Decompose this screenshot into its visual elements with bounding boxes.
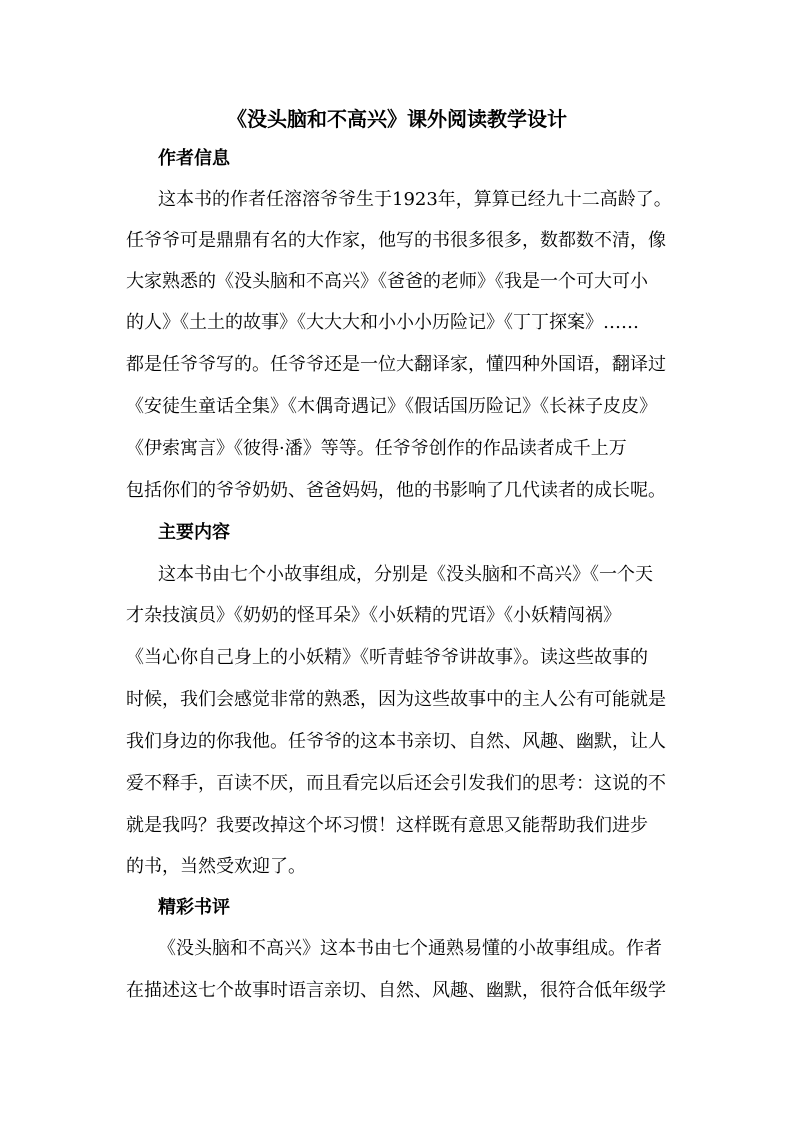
section-heading-main-content: 主要内容 bbox=[158, 522, 230, 543]
paragraph-line: 才杂技演员》《奶奶的怪耳朵》《小妖精的咒语》《小妖精闯祸》 bbox=[126, 605, 621, 626]
paragraph-line: 包括你们的爷爷奶奶、爸爸妈妈，他的书影响了几代读者的成长呢。 bbox=[126, 480, 666, 501]
paragraph-line: 《安徒生童话全集》《木偶奇遇记》《假话国历险记》《长袜子皮皮》 bbox=[126, 396, 657, 417]
paragraph-line: 这本书由七个小故事组成，分别是《没头脑和不高兴》《一个天 bbox=[158, 564, 653, 585]
section-heading-author-info: 作者信息 bbox=[158, 148, 230, 169]
paragraph-line: 的人》《土土的故事》《大大大和小小小历险记》《丁丁探案》…… bbox=[126, 312, 639, 333]
paragraph-line: 《当心你自己身上的小妖精》《听青蛙爷爷讲故事》。读这些故事的 bbox=[126, 647, 648, 668]
paragraph-line: 时候，我们会感觉非常的熟悉，因为这些故事中的主人公有可能就是 bbox=[126, 689, 666, 710]
paragraph-line: 就是我吗？我要改掉这个坏习惯！这样既有意思又能帮助我们进步 bbox=[126, 815, 648, 836]
paragraph-line: 在描述这七个故事时语言亲切、自然、风趣、幽默，很符合低年级学 bbox=[126, 980, 666, 1001]
section-heading-book-review: 精彩书评 bbox=[158, 897, 230, 918]
paragraph-line: 任爷爷可是鼎鼎有名的大作家，他写的书很多很多，数都数不清，像 bbox=[126, 230, 666, 251]
paragraph-line: 《伊索寓言》《彼得·潘》等等。任爷爷创作的作品读者成千上万 bbox=[126, 438, 627, 459]
paragraph-line: 的书，当然受欢迎了。 bbox=[126, 856, 306, 877]
paragraph-line: 都是任爷爷写的。任爷爷还是一位大翻译家，懂四种外国语，翻译过 bbox=[126, 354, 666, 375]
paragraph-line: 我们身边的你我他。任爷爷的这本书亲切、自然、风趣、幽默，让人 bbox=[126, 731, 666, 752]
paragraph-line: 《没头脑和不高兴》这本书由七个通熟易懂的小故事组成。作者 bbox=[158, 938, 662, 959]
paragraph-line: 爱不释手，百读不厌，而且看完以后还会引发我们的思考：这说的不 bbox=[126, 773, 666, 794]
paragraph-line: 大家熟悉的《没头脑和不高兴》《爸爸的老师》《我是一个可大可小 bbox=[126, 271, 648, 292]
paragraph-line: 这本书的作者任溶溶爷爷生于1923年，算算已经九十二高龄了。 bbox=[158, 189, 672, 210]
document-title: 《没头脑和不高兴》课外阅读教学设计 bbox=[227, 107, 567, 131]
